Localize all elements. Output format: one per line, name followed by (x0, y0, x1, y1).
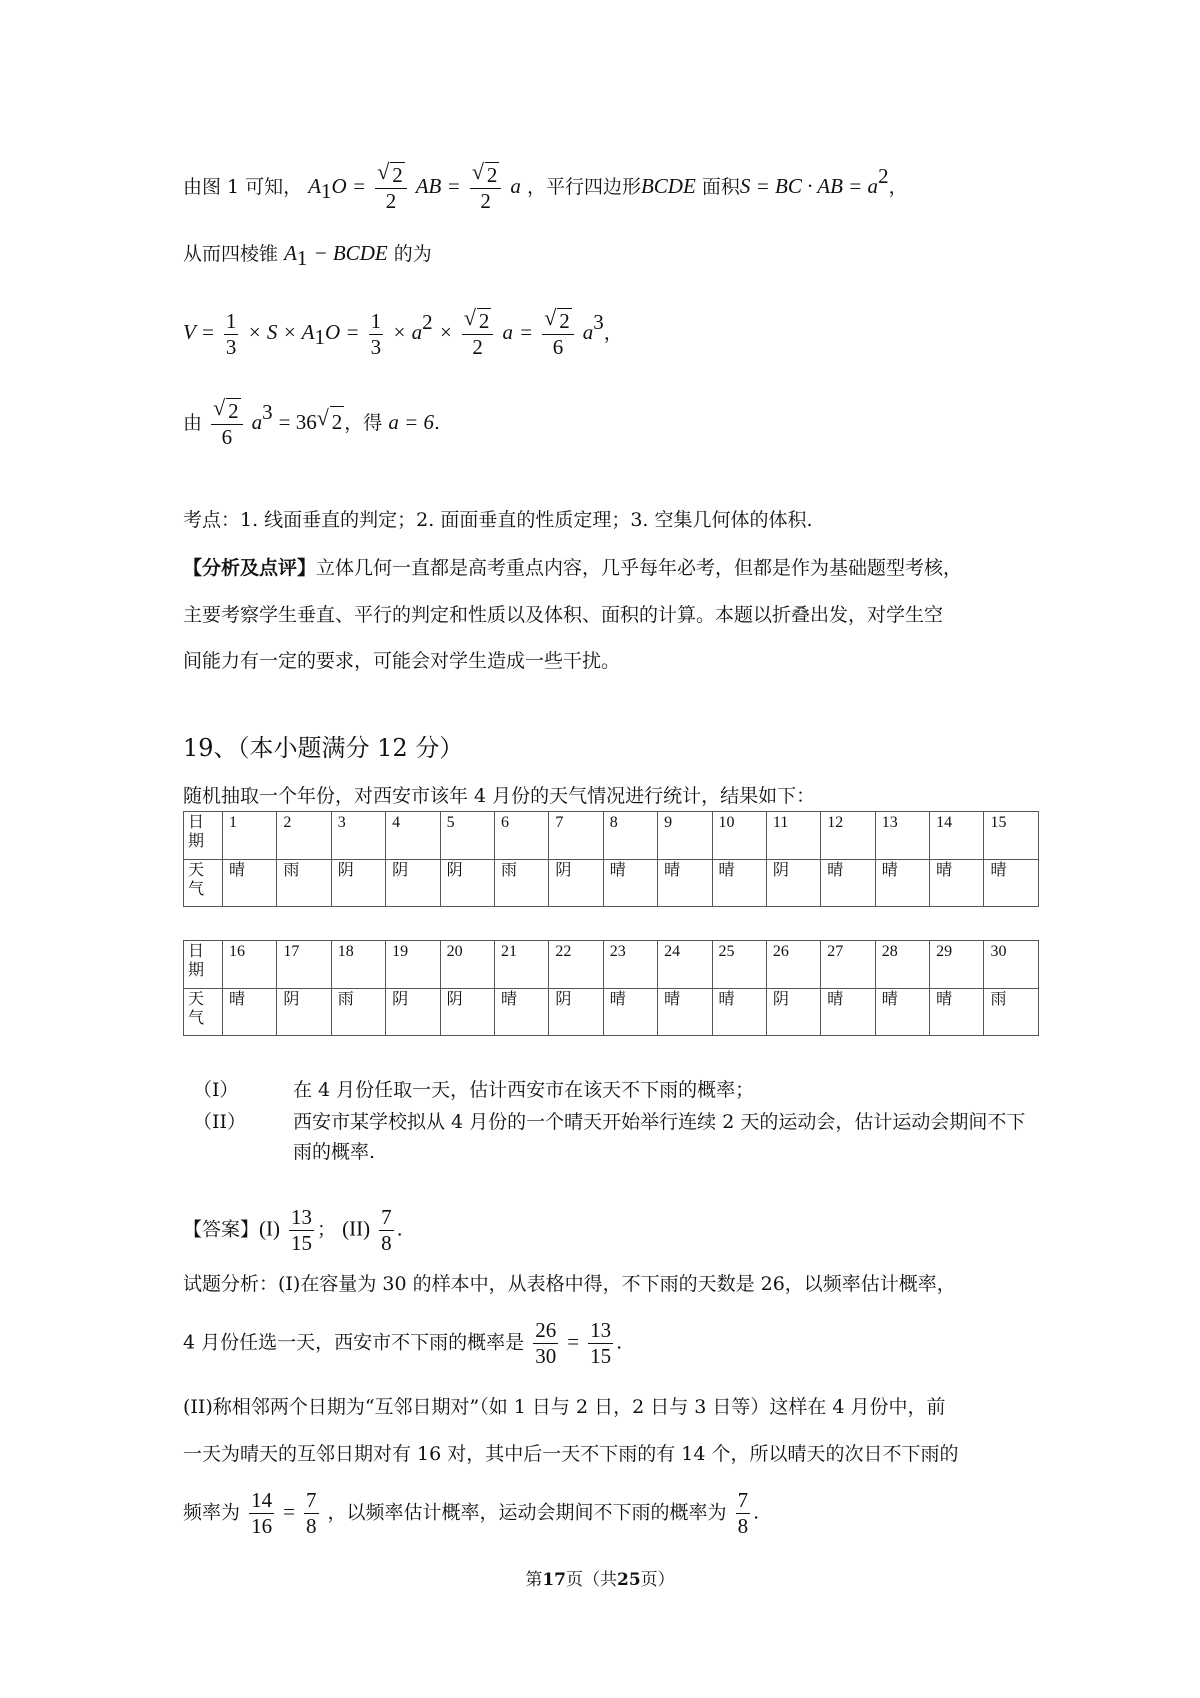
var: O = (331, 174, 367, 198)
text: 页） (640, 1570, 675, 1590)
text: ，以频率估计概率，运动会期间不下雨的概率为 (327, 1501, 727, 1524)
radicand: 2 (330, 406, 345, 437)
date-cell: 24 (658, 941, 712, 989)
weather-cell: 阴 (766, 989, 820, 1036)
date-cell: 23 (603, 941, 657, 989)
solution-line-4: 一天为晴天的互邻日期对有 16 对，其中后一天不下雨的有 14 个，所以晴天的次日不下雨的 (183, 1443, 959, 1465)
date-cell: 12 (821, 812, 875, 860)
solution-line-2 (183, 1318, 622, 1369)
date-cell: 4 (386, 812, 440, 860)
numerator: 13 (291, 1205, 313, 1229)
text: ， (888, 176, 908, 198)
date-cell: 13 (875, 812, 929, 860)
weather-cell: 雨 (331, 989, 385, 1036)
date-cell: 3 (331, 812, 385, 860)
var: S = BC · AB = a (739, 174, 879, 198)
fraction: √ 2 2 (470, 162, 502, 214)
var: O = (325, 320, 360, 344)
weather-row (184, 989, 1039, 1036)
weather-cell: 雨 (984, 989, 1039, 1036)
text: ； (317, 1218, 337, 1241)
solution-line-3: (II)称相邻两个日期为“互邻日期对”（如 1 日与 2 日，2 日与 3 日等）这样在 4 月份中，前 (183, 1396, 946, 1418)
answer-line (183, 1205, 403, 1256)
var: × a (392, 320, 423, 344)
date-cell: 8 (603, 812, 657, 860)
var: A (308, 174, 322, 198)
fraction (379, 1205, 394, 1256)
date-cell: 10 (712, 812, 766, 860)
date-cell: 6 (494, 812, 548, 860)
date-header: 日期 (184, 941, 223, 989)
date-cell: 18 (331, 941, 385, 989)
date-cell: 22 (549, 941, 603, 989)
weather-cell: 晴 (494, 989, 548, 1036)
fraction: √ 2 2 (462, 308, 494, 360)
sub: 1 (321, 178, 332, 203)
date-cell: 1 (223, 812, 277, 860)
text: 在 4 月份任取一天，估计西安市在该天不下雨的概率； (293, 1079, 755, 1101)
fraction (249, 1488, 274, 1539)
numerator: 1 (370, 308, 382, 333)
text: . (616, 1331, 623, 1354)
question-intro: 随机抽取一个年份，对西安市该年 4 月份的天气情况进行统计，结果如下： (183, 785, 816, 807)
weather-cell: 晴 (875, 989, 929, 1036)
weather-cell: 阴 (549, 860, 603, 907)
solution-line-1: 试题分析：(I)在容量为 30 的样本中，从表格中得，不下雨的天数是 26，以频率估计概率， (183, 1273, 956, 1295)
exponent: 2 (422, 309, 433, 334)
sub: 1 (314, 324, 326, 349)
math-line-2 (183, 238, 432, 273)
weather-cell: 晴 (821, 989, 875, 1036)
var: a (510, 174, 521, 198)
var: × S × A (247, 320, 315, 344)
denominator: 8 (381, 1231, 392, 1255)
date-cell: 9 (658, 812, 712, 860)
numerator: 7 (737, 1488, 749, 1512)
denominator: 30 (535, 1344, 557, 1368)
math-line-3 (183, 305, 623, 360)
weather-cell: 晴 (658, 989, 712, 1036)
weather-cell: 阴 (549, 989, 603, 1036)
numerator: 7 (306, 1488, 317, 1512)
weather-cell: 阴 (440, 989, 494, 1036)
analysis-line-2: 主要考察学生垂直、平行的判定和性质以及体积、面积的计算。本题以折叠出发，对学生空 (183, 604, 944, 626)
text: 立体几何一直都是高考重点内容，几乎每年必考，但都是作为基础题型考核， (316, 557, 963, 579)
weather-cell: 晴 (603, 989, 657, 1036)
fraction (369, 309, 384, 360)
numerator: 7 (381, 1205, 392, 1229)
weather-cell: 阴 (277, 989, 331, 1036)
denominator: 15 (590, 1344, 612, 1368)
date-cell: 21 (494, 941, 548, 989)
operator: × (438, 320, 453, 344)
question-title: 19、（本小题满分 12 分） (183, 734, 464, 762)
weather-cell: 晴 (875, 860, 929, 907)
sub: 1 (296, 245, 308, 270)
radicand: 2 (228, 399, 239, 423)
numerator: 26 (535, 1318, 557, 1342)
date-cell: 14 (930, 812, 984, 860)
text: 由图 1 可知， (183, 176, 303, 198)
page-number: 17 (542, 1570, 566, 1590)
text: 由 (183, 412, 203, 434)
date-cell: 17 (277, 941, 331, 989)
text: 的为 (393, 243, 432, 265)
denominator: 2 (480, 189, 491, 213)
text: 从而四棱锥 (183, 243, 279, 265)
date-cell: 11 (766, 812, 820, 860)
answer-tag: 【答案】 (183, 1218, 260, 1241)
text: ， (603, 322, 623, 344)
denominator: 2 (472, 335, 483, 359)
analysis-line-3: 间能力有一定的要求，可能会对学生造成一些干扰。 (183, 650, 621, 672)
text: = 36 (278, 410, 317, 434)
exponent: 3 (262, 399, 273, 424)
date-cell: 30 (984, 941, 1039, 989)
text: 页（共 (566, 1570, 617, 1590)
date-cell: 26 (766, 941, 820, 989)
denominator: 8 (737, 1514, 749, 1538)
var: A (284, 241, 297, 265)
kaodian: 考点：1. 线面垂直的判定；2. 面面垂直的性质定理；3. 空集几何体的体积. (183, 509, 813, 531)
weather-cell: 阴 (331, 860, 385, 907)
math-line-1 (183, 159, 908, 214)
weather-cell: 阴 (386, 989, 440, 1036)
weather-cell: 阴 (386, 860, 440, 907)
weather-cell: 晴 (223, 989, 277, 1036)
date-cell: 27 (821, 941, 875, 989)
weather-header: 天气 (184, 860, 223, 907)
weather-row (184, 860, 1039, 907)
fraction (736, 1488, 751, 1539)
fraction (533, 1318, 558, 1369)
text: . (433, 412, 441, 434)
fraction: √ 2 6 (542, 308, 574, 360)
text: (I) (259, 1216, 280, 1241)
text: (II) (342, 1216, 371, 1241)
denominator: 2 (385, 189, 397, 213)
date-cell: 15 (984, 812, 1039, 860)
analysis-line-1 (183, 553, 962, 583)
weather-cell: 晴 (821, 860, 875, 907)
text: . (396, 1218, 403, 1241)
date-cell: 16 (223, 941, 277, 989)
text: ，平行四边形 (526, 176, 641, 198)
solution-line-5 (183, 1488, 759, 1539)
page-total: 25 (617, 1570, 641, 1590)
date-cell: 28 (875, 941, 929, 989)
numerator: 14 (251, 1488, 273, 1512)
text: 西安市某学校拟从 4 月份的一个晴天开始举行连续 2 天的运动会，估计运动会期间不下雨的概率. (293, 1111, 1026, 1163)
page-footer (0, 1565, 1200, 1590)
var: a (502, 320, 513, 344)
analysis-tag: 【分析及点评】 (183, 557, 317, 579)
weather-cell: 阴 (766, 860, 820, 907)
date-cell: 29 (930, 941, 984, 989)
fraction (224, 309, 239, 360)
var: BCDE (640, 174, 696, 198)
operator: = (518, 320, 534, 344)
fraction (289, 1205, 314, 1256)
numerator: 13 (590, 1318, 612, 1342)
date-header: 日期 (184, 812, 223, 860)
math-line-4: 由 √ 2 6 $a^3 = 36$ √ 2 ，得 a = 6. (183, 395, 441, 449)
weather-table-1 (183, 811, 1039, 907)
weather-cell: 晴 (930, 989, 984, 1036)
text: 第 (525, 1570, 543, 1590)
date-row (184, 812, 1039, 860)
denominator: 8 (306, 1514, 317, 1538)
text: 面积 (701, 176, 740, 198)
operator: = (567, 1329, 580, 1354)
weather-cell: 阴 (440, 860, 494, 907)
fraction (588, 1318, 613, 1369)
radicand: 2 (486, 163, 498, 187)
weather-cell: 晴 (930, 860, 984, 907)
denominator: 3 (370, 334, 382, 359)
var: a = 6 (388, 410, 434, 434)
weather-cell: 晴 (712, 989, 766, 1036)
text: . (753, 1501, 760, 1524)
date-cell: 2 (277, 812, 331, 860)
var: AB = (415, 174, 461, 198)
weather-cell: 晴 (712, 860, 766, 907)
date-row (184, 941, 1039, 989)
date-cell: 5 (440, 812, 494, 860)
operator: = (283, 1499, 295, 1524)
weather-cell: 晴 (603, 860, 657, 907)
date-cell: 7 (549, 812, 603, 860)
denominator: 6 (221, 425, 233, 449)
weather-cell: 晴 (984, 860, 1039, 907)
exponent: 2 (878, 163, 889, 188)
fraction (304, 1488, 319, 1539)
radicand: 2 (392, 163, 403, 187)
label: （I） (193, 1079, 239, 1101)
fraction: √ 2 2 (375, 162, 407, 214)
weather-header: 天气 (184, 989, 223, 1036)
date-cell: 20 (440, 941, 494, 989)
var: a (582, 320, 594, 344)
var: a (251, 410, 263, 434)
denominator: 6 (552, 335, 564, 359)
numerator: 1 (225, 308, 237, 333)
weather-cell: 雨 (494, 860, 548, 907)
weather-cell: 雨 (277, 860, 331, 907)
radicand: 2 (559, 309, 570, 333)
weather-cell: 晴 (223, 860, 277, 907)
radicand: 2 (478, 309, 490, 333)
var: V = (183, 320, 215, 344)
text: 频率为 (183, 1501, 241, 1524)
date-cell: 25 (712, 941, 766, 989)
weather-cell: 晴 (658, 860, 712, 907)
var: − BCDE (313, 241, 388, 265)
fraction: √ 2 6 (211, 398, 243, 450)
weather-table-2 (183, 940, 1039, 1036)
denominator: 3 (225, 334, 237, 359)
exponent: 3 (593, 309, 604, 334)
text: ，得 (344, 412, 383, 434)
denominator: 15 (291, 1231, 313, 1255)
label: （II） (193, 1111, 247, 1133)
text: 4 月份任选一天，西安市不下雨的概率是 (183, 1331, 525, 1354)
denominator: 16 (251, 1514, 273, 1538)
date-cell: 19 (386, 941, 440, 989)
